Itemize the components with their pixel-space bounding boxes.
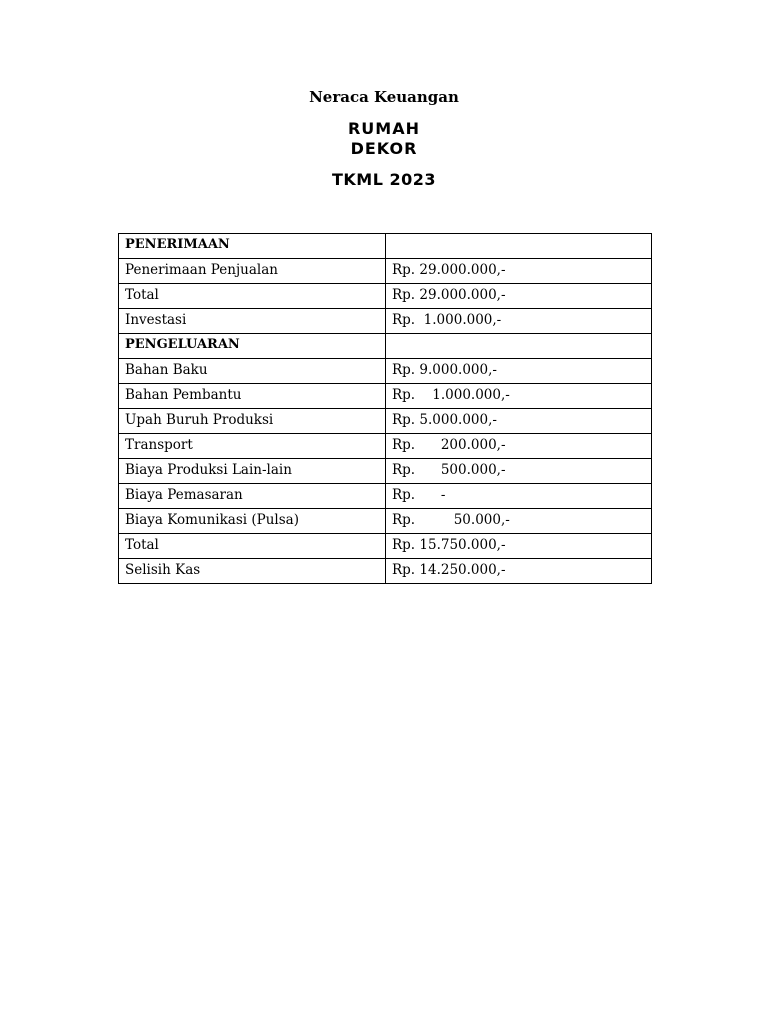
row-value: Rp. 5.000.000,- — [386, 409, 652, 434]
event-name: TKML 2023 — [331, 170, 437, 189]
row-value — [386, 234, 652, 259]
table-row-penerimaan-header — [119, 234, 652, 259]
table-row — [119, 484, 652, 509]
table-row — [119, 559, 652, 584]
table-row — [119, 359, 652, 384]
row-value: Rp. - — [386, 484, 652, 509]
row-value: Rp. 50.000,- — [386, 509, 652, 534]
row-value: Rp. 1.000.000,- — [386, 309, 652, 334]
table-row — [119, 434, 652, 459]
table-row — [119, 409, 652, 434]
balance-table — [118, 233, 652, 584]
table-row-pengeluaran-header — [119, 334, 652, 359]
row-value — [386, 334, 652, 359]
table-row — [119, 534, 652, 559]
row-label: Bahan Baku — [119, 359, 386, 384]
table-row — [119, 459, 652, 484]
row-value: Rp. 29.000.000,- — [386, 259, 652, 284]
row-label: Bahan Pembantu — [119, 384, 386, 409]
row-label: Transport — [119, 434, 386, 459]
row-label: Investasi — [119, 309, 386, 334]
row-value: Rp. 500.000,- — [386, 459, 652, 484]
row-label: PENERIMAAN — [119, 234, 386, 259]
row-label: Penerimaan Penjualan — [119, 259, 386, 284]
table-row — [119, 259, 652, 284]
table-row — [119, 384, 652, 409]
row-label: Selisih Kas — [119, 559, 386, 584]
row-label: Biaya Produksi Lain-lain — [119, 459, 386, 484]
row-label: Biaya Pemasaran — [119, 484, 386, 509]
row-value: Rp. 200.000,- — [386, 434, 652, 459]
row-value: Rp. 29.000.000,- — [386, 284, 652, 309]
row-label: Upah Buruh Produksi — [119, 409, 386, 434]
row-value: Rp. 9.000.000,- — [386, 359, 652, 384]
table-row — [119, 284, 652, 309]
row-label: PENGELUARAN — [119, 334, 386, 359]
row-label: Total — [119, 284, 386, 309]
row-value: Rp. 14.250.000,- — [386, 559, 652, 584]
row-value: Rp. 1.000.000,- — [386, 384, 652, 409]
document-title: Neraca Keuangan — [309, 88, 459, 106]
row-value: Rp. 15.750.000,- — [386, 534, 652, 559]
company-name: RUMAH DEKOR — [347, 119, 420, 158]
table-row — [119, 509, 652, 534]
row-label: Total — [119, 534, 386, 559]
row-label: Biaya Komunikasi (Pulsa) — [119, 509, 386, 534]
table-row — [119, 309, 652, 334]
